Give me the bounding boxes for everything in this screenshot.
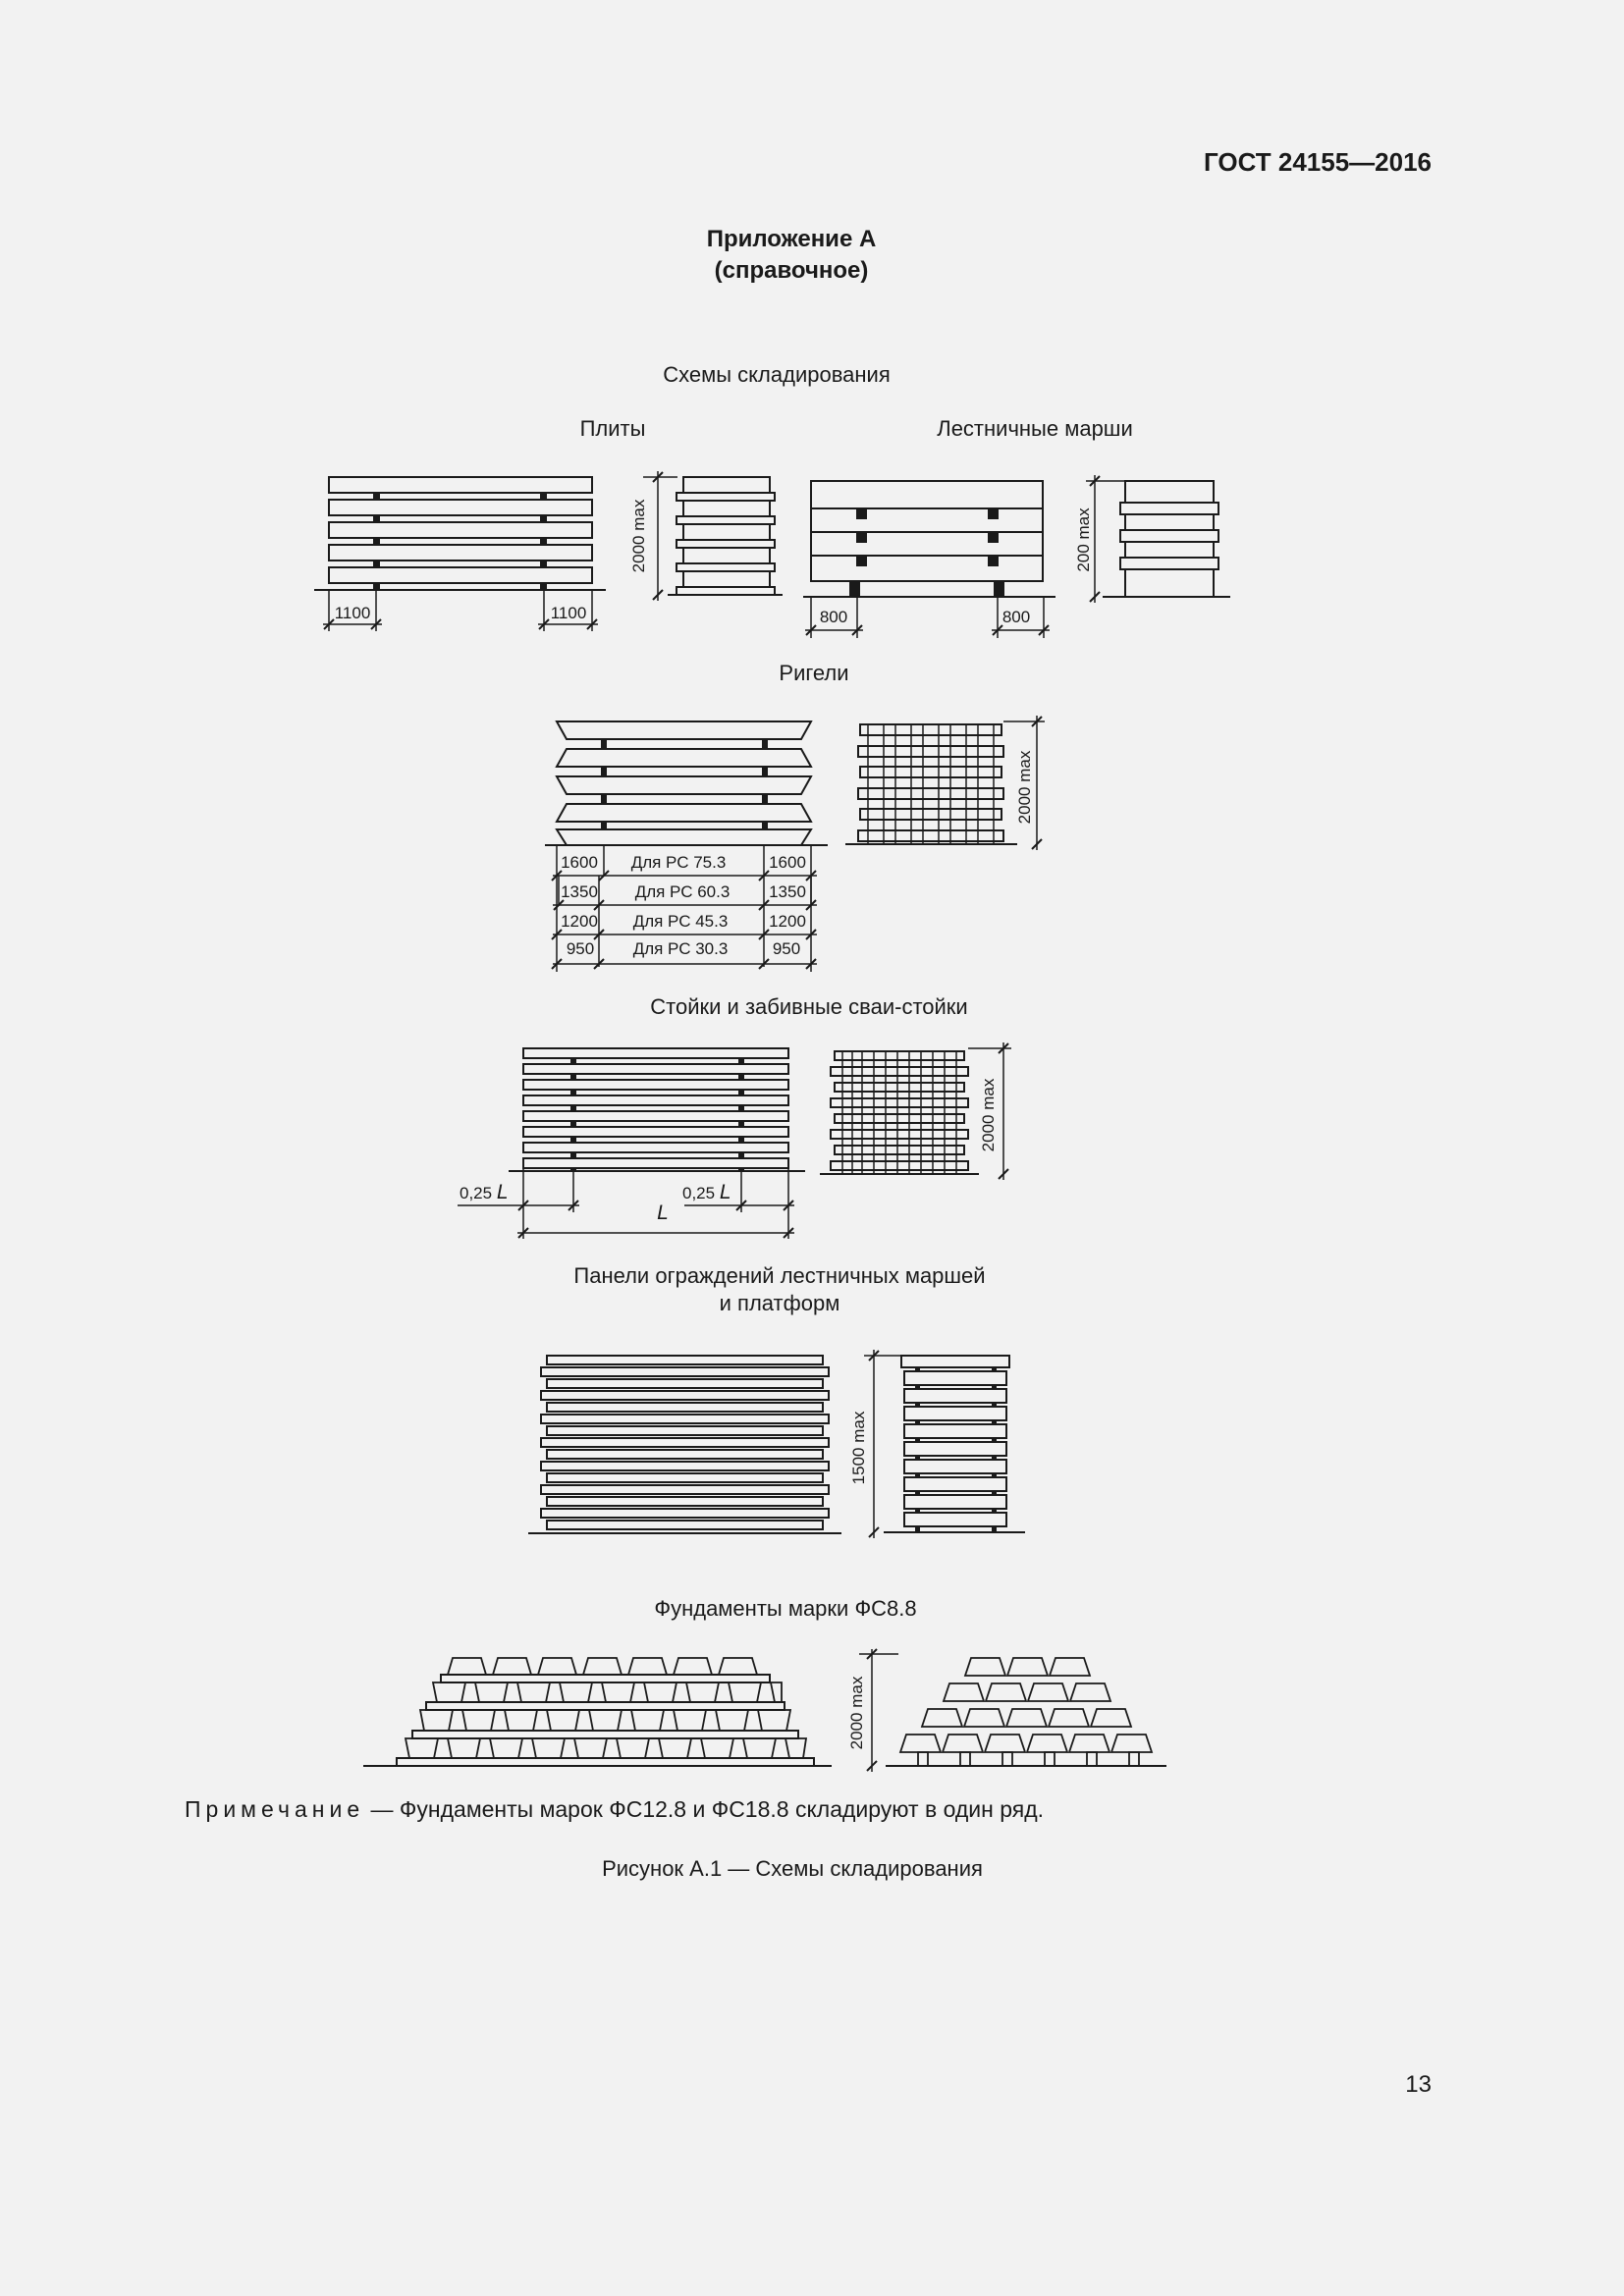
slabs-end-view — [643, 471, 783, 601]
figure-heading: Схемы складирования — [663, 362, 891, 387]
posts-height: 2000 max — [979, 1078, 998, 1152]
note-prefix: Примечание — [185, 1796, 365, 1822]
foundations-end-view — [859, 1649, 1166, 1772]
girders-row3-right: 1200 — [769, 912, 806, 931]
girders-row3-label: Для РС 45.3 — [632, 912, 729, 931]
appendix-title: Приложение А — [706, 226, 877, 252]
standard-number: ГОСТ 24155—2016 — [1204, 147, 1432, 177]
slabs-dim-right: 1100 — [550, 604, 587, 622]
posts-side-view — [458, 1048, 805, 1239]
girders-row2-right: 1350 — [769, 882, 806, 901]
girders-row1-label: Для РС 75.3 — [630, 853, 727, 872]
girders-row4-label: Для РС 30.3 — [632, 939, 729, 958]
girders-side-view — [545, 721, 828, 972]
foundations-title: Фундаменты марки ФС8.8 — [654, 1596, 917, 1621]
posts-title: Стойки и забивные сваи-стойки — [650, 994, 968, 1019]
posts-dim-length: L — [657, 1201, 669, 1224]
note-text: — Фундаменты марок ФС12.8 и ФС18.8 складируют в один ряд. — [364, 1796, 1045, 1822]
girders-row4-left: 950 — [566, 939, 595, 958]
panels-side-view — [528, 1356, 841, 1533]
page-number: 13 — [1405, 2071, 1432, 2098]
panels-end-view — [864, 1350, 1025, 1538]
stairs-dim-left: 800 — [819, 608, 848, 626]
girders-height: 2000 max — [1015, 750, 1034, 825]
stairs-title: Лестничные марши — [937, 416, 1133, 441]
stairs-dim-right: 800 — [1001, 608, 1031, 626]
posts-dim-quarter-left: 0,25 L — [460, 1181, 509, 1203]
stairs-end-view — [1086, 475, 1230, 603]
girders-row4-right: 950 — [772, 939, 801, 958]
panels-height: 1500 max — [849, 1411, 868, 1485]
girders-row3-left: 1200 — [561, 912, 598, 931]
figure-caption: Рисунок А.1 — Схемы складирования — [602, 1856, 983, 1881]
girders-row2-label: Для РС 60.3 — [634, 882, 731, 901]
girders-title: Ригели — [779, 661, 849, 685]
panels-title-line2: и платформ — [719, 1291, 840, 1315]
girders-row1-left: 1600 — [561, 853, 598, 872]
slabs-dim-left: 1100 — [334, 604, 371, 622]
note — [185, 1796, 1044, 1823]
appendix-subtitle: (справочное) — [714, 257, 869, 284]
girders-row1-right: 1600 — [769, 853, 806, 872]
slabs-title: Плиты — [579, 416, 646, 441]
stairs-height: 200 max — [1074, 507, 1093, 572]
posts-dim-quarter-right: 0,25 L — [682, 1181, 731, 1203]
panels-title-line1: Панели ограждений лестничных маршей — [573, 1263, 986, 1288]
foundations-height: 2000 max — [847, 1676, 866, 1750]
foundations-side-view — [363, 1658, 832, 1766]
girders-row2-left: 1350 — [561, 882, 598, 901]
slabs-height: 2000 max — [629, 499, 648, 573]
